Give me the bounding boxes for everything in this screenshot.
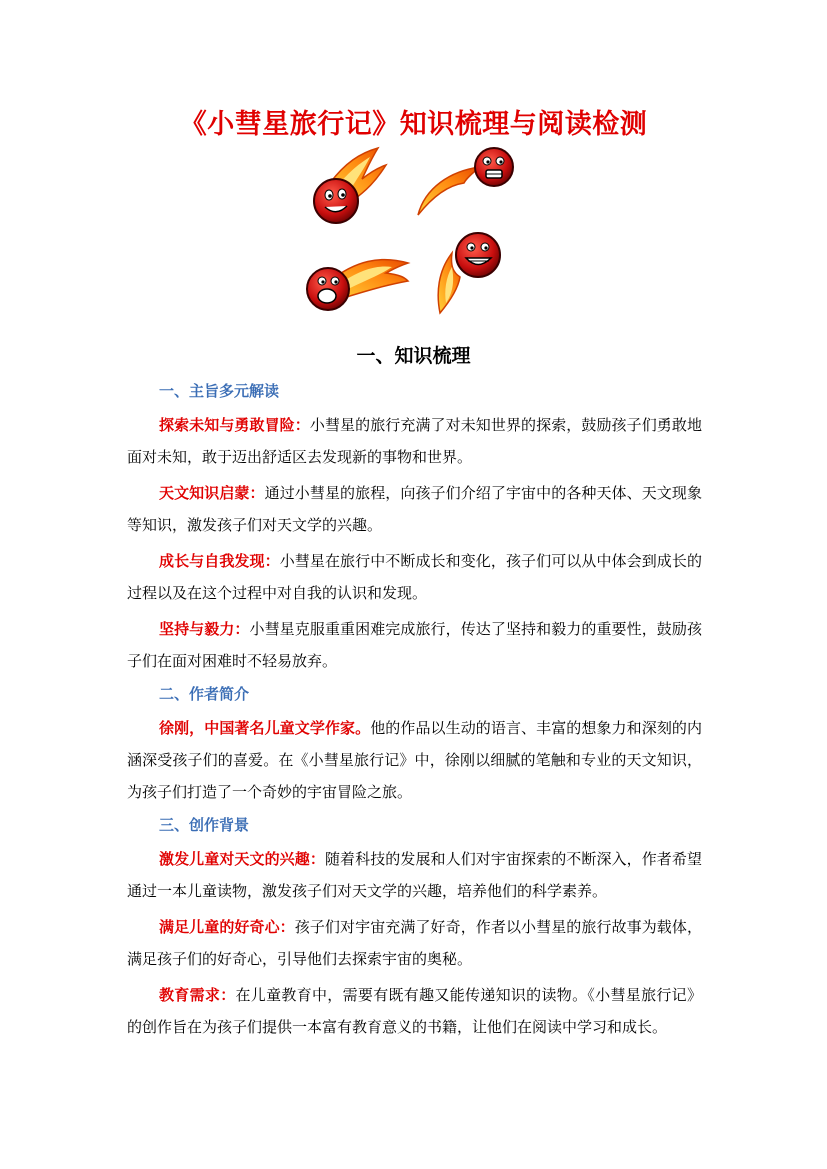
- paragraph-lead: 激发儿童对天文的兴趣：: [159, 850, 325, 868]
- paragraph: [127, 477, 702, 541]
- paragraph: [127, 409, 702, 473]
- paragraph-text: 随着科技的发展和人们对宇宙探索的不断深入，作者希望通过一本儿童读物，激发孩子们对天文学的兴趣，培养他们的科学素养。: [127, 850, 702, 900]
- paragraph: [127, 843, 702, 907]
- paragraph-text: 小彗星的旅行充满了对未知世界的探索，鼓励孩子们勇敢地面对未知，敢于迈出舒适区去发现新的事物和世界。: [127, 416, 702, 466]
- paragraph-text: 小彗星在旅行中不断成长和变化，孩子们可以从中体会到成长的过程以及在这个过程中对自我的认识和发现。: [127, 552, 702, 602]
- paragraph: [127, 712, 702, 808]
- comet-cartoon-icon: [307, 260, 408, 310]
- paragraph: [127, 979, 702, 1043]
- subheading-theme: 一、主旨多元解读: [159, 382, 280, 400]
- paragraph-text: 小彗星克服重重困难完成旅行，传达了坚持和毅力的重要性，鼓励孩子们在面对困难时不轻易放弃。: [127, 620, 702, 670]
- page-title: 《小彗星旅行记》知识梳理与阅读检测: [179, 109, 648, 140]
- paragraph-lead: 探索未知与勇敢冒险：: [159, 416, 310, 434]
- paragraph: [127, 613, 702, 677]
- subheading-background: 三、创作背景: [159, 816, 250, 834]
- paragraph-lead: 徐刚，中国著名儿童文学作家。: [159, 719, 371, 737]
- paragraph-text: 他的作品以生动的语言、丰富的想象力和深刻的内涵深受孩子们的喜爱。在《小彗星旅行记》中，徐刚以细腻的笔触和专业的天文知识，为孩子们打造了一个奇妙的宇宙冒险之旅。: [127, 719, 702, 801]
- subheading-author: 二、作者简介: [159, 685, 250, 703]
- paragraph: [127, 545, 702, 609]
- paragraph-lead: 教育需求：: [159, 986, 236, 1004]
- paragraph-text: 通过小彗星的旅程，向孩子们介绍了宇宙中的各种天体、天文现象等知识，激发孩子们对天文学的兴趣。: [127, 484, 702, 534]
- paragraph-text: 孩子们对宇宙充满了好奇，作者以小彗星的旅行故事为载体，满足孩子们的好奇心，引导他们去探索宇宙的奥秘。: [127, 918, 702, 968]
- paragraph: [127, 911, 702, 975]
- comet-cartoon-icon: [438, 233, 500, 313]
- paragraph-lead: 成长与自我发现：: [159, 552, 280, 570]
- comet-cartoon-icon: [314, 148, 386, 223]
- paragraph-lead: 满足儿童的好奇心：: [159, 918, 295, 936]
- paragraph-text: 在儿童教育中，需要有既有趣又能传递知识的读物。《小彗星旅行记》的创作旨在为孩子们提供一本富有教育意义的书籍，让他们在阅读中学习和成长。: [127, 986, 702, 1036]
- section-heading: 一、知识梳理: [356, 345, 471, 367]
- paragraph-lead: 天文知识启蒙：: [159, 484, 265, 502]
- comet-cartoon-icon: [418, 148, 513, 215]
- knowledge-content: [127, 378, 702, 1047]
- comet-illustration: [300, 143, 530, 323]
- paragraph-lead: 坚持与毅力：: [159, 620, 250, 638]
